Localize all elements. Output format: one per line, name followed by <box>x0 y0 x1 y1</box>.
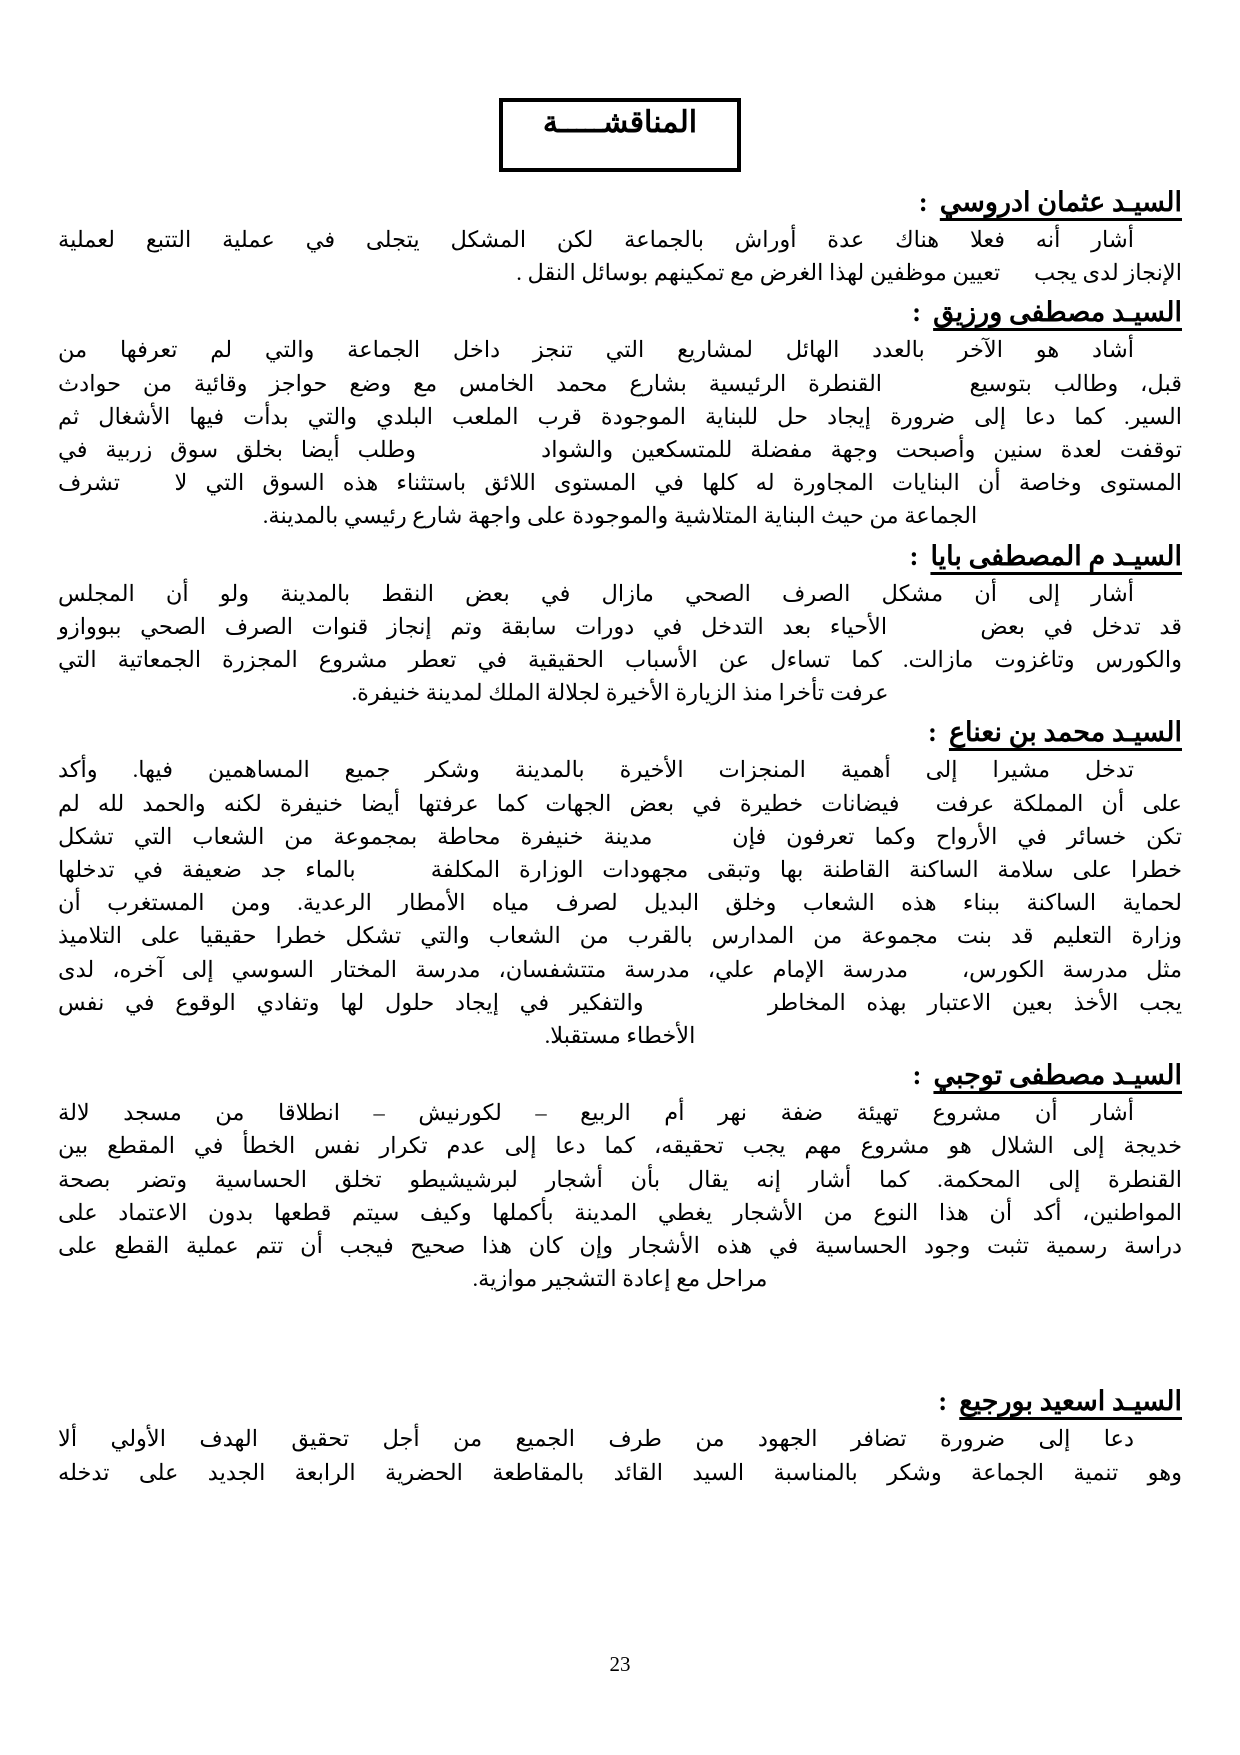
paragraph-line: القنطرة إلى المحكمة. كما أشار إنه يقال بأن أشجار لبرشيشيطو تخلق الحساسية وتضر بصحة <box>58 1166 1182 1192</box>
paragraph-line: أشاد هو الآخر بالعدد الهائل لمشاريع التي تنجز داخل الجماعة والتي لم تعرفها من <box>58 337 1134 363</box>
speaker-heading <box>58 536 1182 577</box>
page-title: المناقشـــــة <box>542 106 698 139</box>
title-box <box>499 98 741 172</box>
paragraph-line: عرفت تأخرا منذ الزيارة الأخيرة لجلالة الملك لمدينة خنيفرة. <box>351 680 889 706</box>
paragraph-line: المواطنين، أكد أن هذا النوع من الأشجار يغطي المدينة بأكملها وكيف سيتم قطعها بدون الاعتماد على <box>58 1199 1182 1225</box>
paragraph-line: أشار أن مشروع تهيئة ضفة نهر أم الربيع – لكورنيش – انطلاقا من مسجد لالة <box>58 1100 1134 1126</box>
paragraph-line: يجب الأخذ بعين الاعتبار بهذه المخاطر والتفكير في إيجاد حلول لها وتفادي الوقوع في نفس <box>58 989 1183 1015</box>
heading-colon: : <box>909 540 919 571</box>
speaker-name: السيـد م المصطفى بايا <box>930 540 1182 571</box>
speaker-heading <box>58 712 1182 753</box>
speaker-name: السيـد محمد بن نعناع <box>948 717 1182 748</box>
speaker-heading <box>58 1055 1182 1096</box>
paragraph-line: مثل مدرسة الكورس، مدرسة الإمام علي، مدرسة متتشفسان، مدرسة المختار السوسي إلى آخره، لدى <box>58 956 1182 982</box>
speaker-heading <box>58 1381 1182 1422</box>
paragraph-line: أشار أنه فعلا هناك عدة أوراش بالجماعة لكن المشكل يتجلى في عملية التتبع لعملية <box>58 227 1134 252</box>
paragraph-line: تدخل مشيرا إلى أهمية المنجزات الأخيرة بالمدينة وشكر جميع المساهمين فيها. وأكد <box>58 757 1134 783</box>
paragraph-line: قبل، وطالب بتوسيع القنطرة الرئيسية بشارع محمد الخامس مع وضع حواجز وقائية من حوادث <box>58 370 1182 396</box>
heading-colon: : <box>912 1060 922 1091</box>
paragraph-line: والكورس وتاغزوت مازالت. كما تساءل عن الأسباب الحقيقية في تعطر مشروع المجزرة الجمعاتية التي <box>58 647 1182 673</box>
speaker-heading <box>58 292 1182 333</box>
paragraph-line: تكن خسائر في الأرواح وكما تعرفون فإن مدينة خنيفرة محاطة بمجموعة من الشعاب التي تشكل <box>58 823 1182 849</box>
paragraph-line: دعا إلى ضرورة تضافر الجهود من طرف الجميع من أجل تحقيق الهدف الأولي ألا <box>58 1426 1134 1452</box>
paragraph-line: وزارة التعليم قد بنت مجموعة من المدارس بالقرب من الشعاب والتي تشكل خطرا حقيقيا على التلاميذ <box>58 923 1182 949</box>
paragraph-line: السير. كما دعا إلى ضرورة إيجاد حل للبناية الموجودة قرب الملعب البلدي والتي بدأت فيها الأشغال ثم <box>58 403 1182 429</box>
heading-colon: : <box>938 1386 948 1417</box>
paragraph-line: لحماية الساكنة ببناء هذه الشعاب وخلق البديل لصرف مياه الأمطار الرعدية. ومن المستغرب أن <box>58 890 1182 916</box>
paragraph-line: على أن المملكة عرفت فيضانات خطيرة في بعض الجهات كما عرفتها أيضا خنيفرة لكنه والحمد لله لم <box>58 790 1182 816</box>
speaker-name: السيـد عثمان ادروسي <box>939 187 1182 217</box>
document-content <box>0 98 1240 1489</box>
speaker-name: السيـد اسعيد بورجيع <box>959 1386 1182 1417</box>
speaker-name: السيـد مصطفى توجبي <box>933 1060 1182 1091</box>
paragraph-line: خطرا على سلامة الساكنة القاطنة بها وتبقى مجهودات الوزارة المكلفة بالماء جد ضعيفة في تدخلها <box>58 857 1182 883</box>
heading-colon: : <box>927 717 937 748</box>
paragraph-line: دراسة رسمية تثبت وجود الحساسية في هذه الأشجار وإن كان هذا صحيح فيجب أن تتم عملية القطع على <box>58 1233 1182 1259</box>
paragraph-line: الجماعة من حيث البناية المتلاشية والموجودة على واجهة شارع رئيسي بالمدينة. <box>262 503 978 529</box>
paragraph-line: وهو تنمية الجماعة وشكر بالمناسبة السيد القائد بالمقاطعة الحضرية الرابعة الجديد على تدخله <box>58 1459 1182 1485</box>
speaker-name: السيـد مصطفى ورزيق <box>933 297 1182 328</box>
paragraph-line: مراحل مع إعادة التشجير موازية. <box>472 1266 768 1292</box>
heading-colon: : <box>918 187 928 217</box>
page-number: 23 <box>609 1652 631 1676</box>
paragraph-line: أشار إلى أن مشكل الصرف الصحي مازال في بعض النقط بالمدينة ولو أن المجلس <box>58 580 1134 606</box>
paragraph-line: توقفت لعدة سنين وأصبحت وجهة مفضلة للمتسكعين والشواد وطلب أيضا بخلق سوق زربية في <box>58 437 1182 463</box>
speaker-heading <box>58 182 1182 223</box>
paragraph-line: خديجة إلى الشلال هو مشروع مهم يجب تحقيقه، كما دعا إلى عدم تكرار نفس الخطأ في المقطع بين <box>58 1133 1182 1159</box>
paragraph-line: الإنجاز لدى يجب تعيين موظفين لهذا الغرض مع تمكينهم بوسائل النقل . <box>516 260 1182 286</box>
paragraph-line: الأخطاء مستقبلا. <box>544 1023 696 1049</box>
heading-colon: : <box>912 297 922 328</box>
paragraph-line: المستوى وخاصة أن البنايات المجاورة له كلها في المستوى اللائق باستثناء هذه السوق التي لا تشرف <box>58 470 1182 496</box>
paragraph-line: قد تدخل في بعض الأحياء بعد التدخل في دورات سابقة وتم إنجاز قنوات الصرف الصحي ببووازو <box>58 613 1182 639</box>
